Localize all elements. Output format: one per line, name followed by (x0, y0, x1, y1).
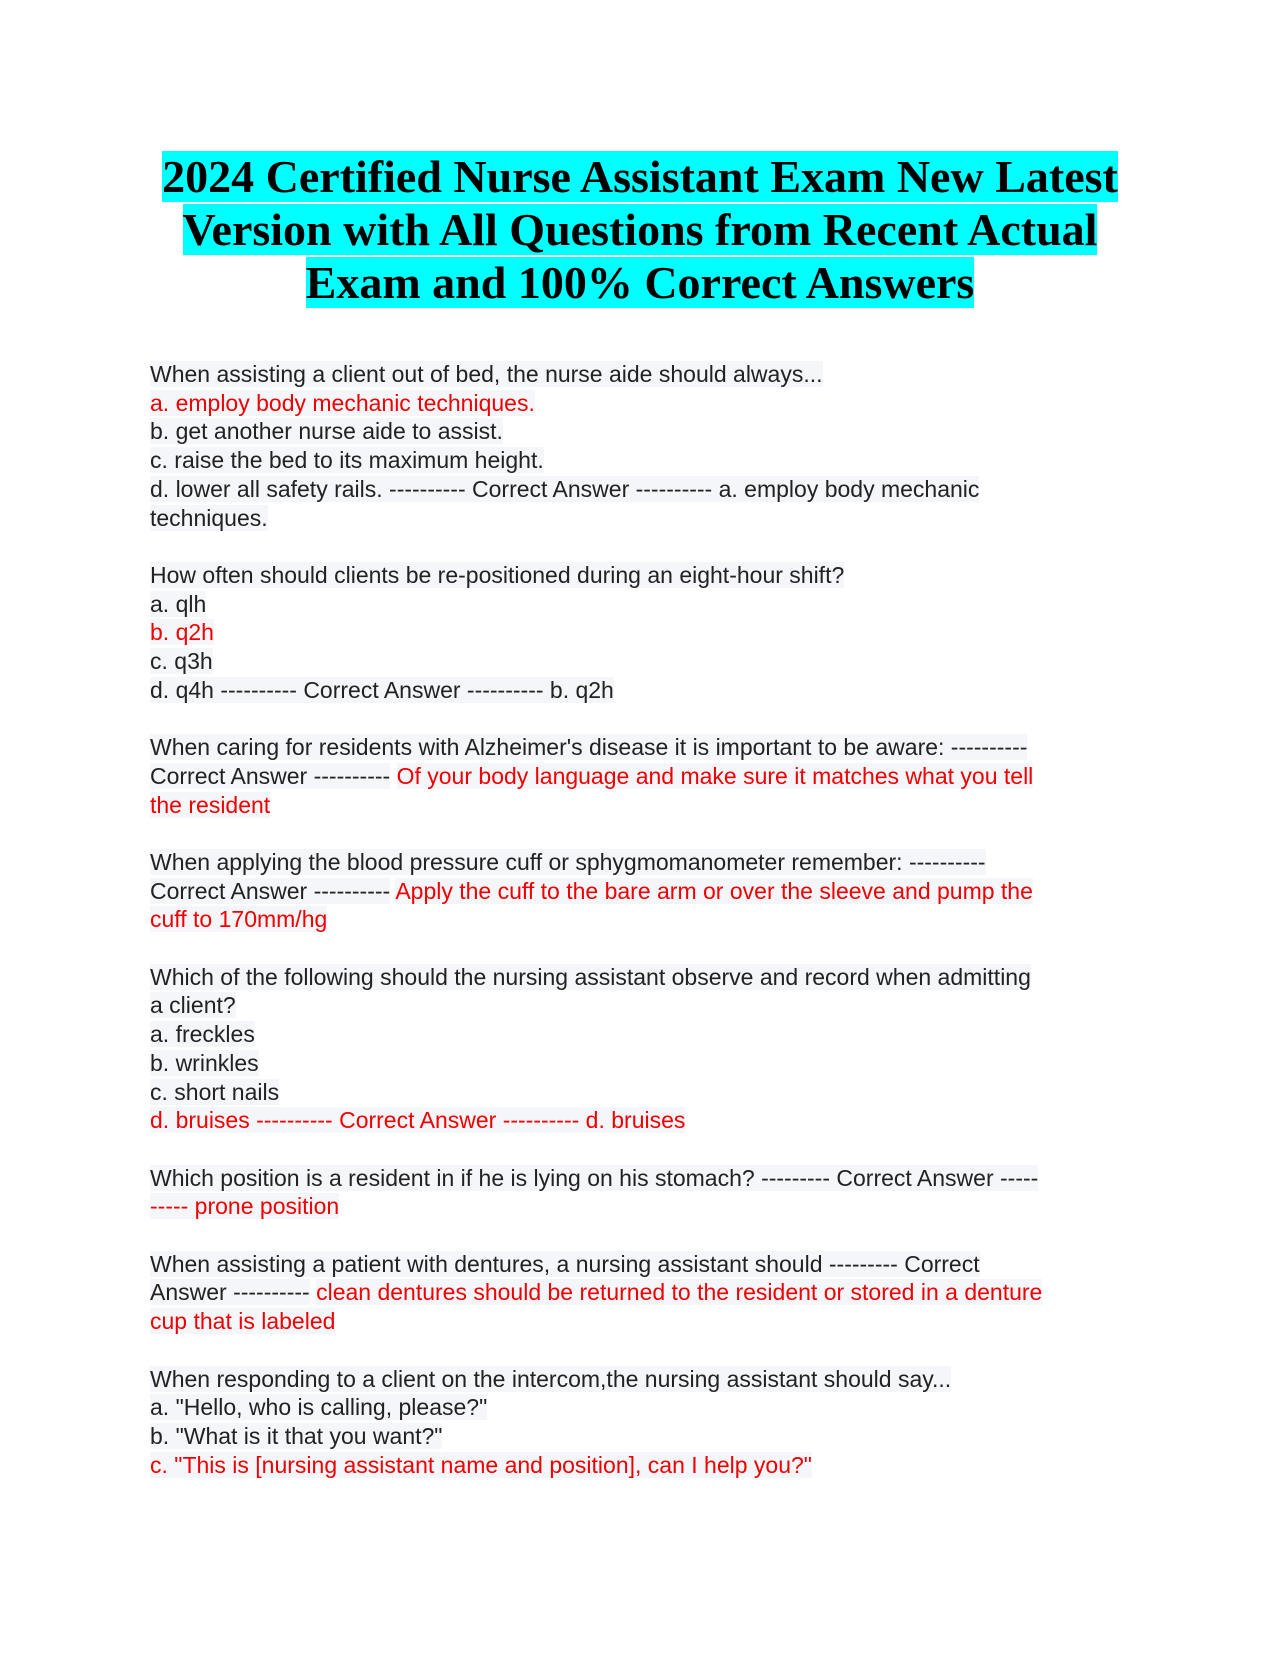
option: b. get another nurse aide to assist. (150, 418, 503, 445)
question-block (150, 1164, 1130, 1221)
answer-text: ----- prone position (150, 1193, 340, 1220)
correct-option: d. bruises ---------- Correct Answer ---------- d. bruises (150, 1107, 686, 1134)
option: b. wrinkles (150, 1049, 259, 1076)
question-text: When assisting a client out of bed, the nurse aide should always... (150, 361, 823, 387)
question-text: a client? (150, 992, 236, 1019)
question-block (150, 561, 1130, 705)
question-block (150, 360, 1130, 532)
question-text: When applying the blood pressure cuff or sphygmomanometer remember: ---------- (150, 848, 986, 875)
option: a. qlh (150, 590, 207, 617)
question-list (150, 360, 1130, 1508)
answer-text: cuff to 170mm/hg (150, 906, 328, 933)
answer-text: cup that is labeled (150, 1308, 336, 1335)
answer-label: Correct Answer ---------- (150, 877, 391, 904)
title-line-1: 2024 Certified Nurse Assistant Exam New Latest (162, 151, 1118, 202)
option-with-answer: d. lower all safety rails. ---------- Correct Answer ---------- a. employ body mechanic (150, 475, 980, 502)
question-text: How often should clients be re-positioned during an eight-hour shift? (150, 561, 845, 588)
question-block (150, 1250, 1130, 1336)
question-block (150, 848, 1130, 934)
question-block (150, 963, 1130, 1135)
answer-text: Of your body language and make sure it matches what you tell (396, 762, 1034, 789)
correct-option: c. "This is [nursing assistant name and position], can I help you?" (150, 1451, 812, 1478)
question-text: When responding to a client on the intercom,the nursing assistant should say... (150, 1365, 952, 1392)
option: b. "What is it that you want?" (150, 1422, 443, 1449)
option: c. q3h (150, 648, 213, 675)
question-text: When assisting a patient with dentures, a nursing assistant should --------- Correct (150, 1250, 980, 1277)
option: c. short nails (150, 1078, 280, 1105)
question-text: When caring for residents with Alzheimer's disease it is important to be aware: ---------- (150, 734, 1028, 761)
answer-text: Apply the cuff to the bare arm or over the sleeve and pump the (395, 877, 1033, 904)
answer-continuation: techniques. (150, 504, 268, 531)
option-with-answer: d. q4h ---------- Correct Answer ---------- b. q2h (150, 676, 614, 703)
question-block (150, 1365, 1130, 1480)
document-title (130, 150, 1150, 309)
title-line-3: Exam and 100% Correct Answers (305, 257, 975, 308)
question-text: Which of the following should the nursing assistant observe and record when admitting (150, 963, 1031, 990)
answer-text: the resident (150, 791, 271, 818)
option: a. "Hello, who is calling, please?" (150, 1394, 488, 1421)
option: a. freckles (150, 1021, 255, 1048)
answer-text: clean dentures should be returned to the resident or stored in a denture (316, 1279, 1043, 1306)
correct-option: b. q2h (150, 619, 214, 646)
answer-label: Correct Answer ---------- (150, 762, 391, 789)
question-block (150, 733, 1130, 819)
option: c. raise the bed to its maximum height. (150, 447, 544, 474)
title-line-2: Version with All Questions from Recent Actual (182, 204, 1098, 255)
answer-label: Answer ---------- (150, 1279, 310, 1306)
correct-option: a. employ body mechanic techniques. (150, 389, 535, 416)
question-text: Which position is a resident in if he is lying on his stomach? --------- Correct Answer ----- (150, 1164, 1039, 1191)
